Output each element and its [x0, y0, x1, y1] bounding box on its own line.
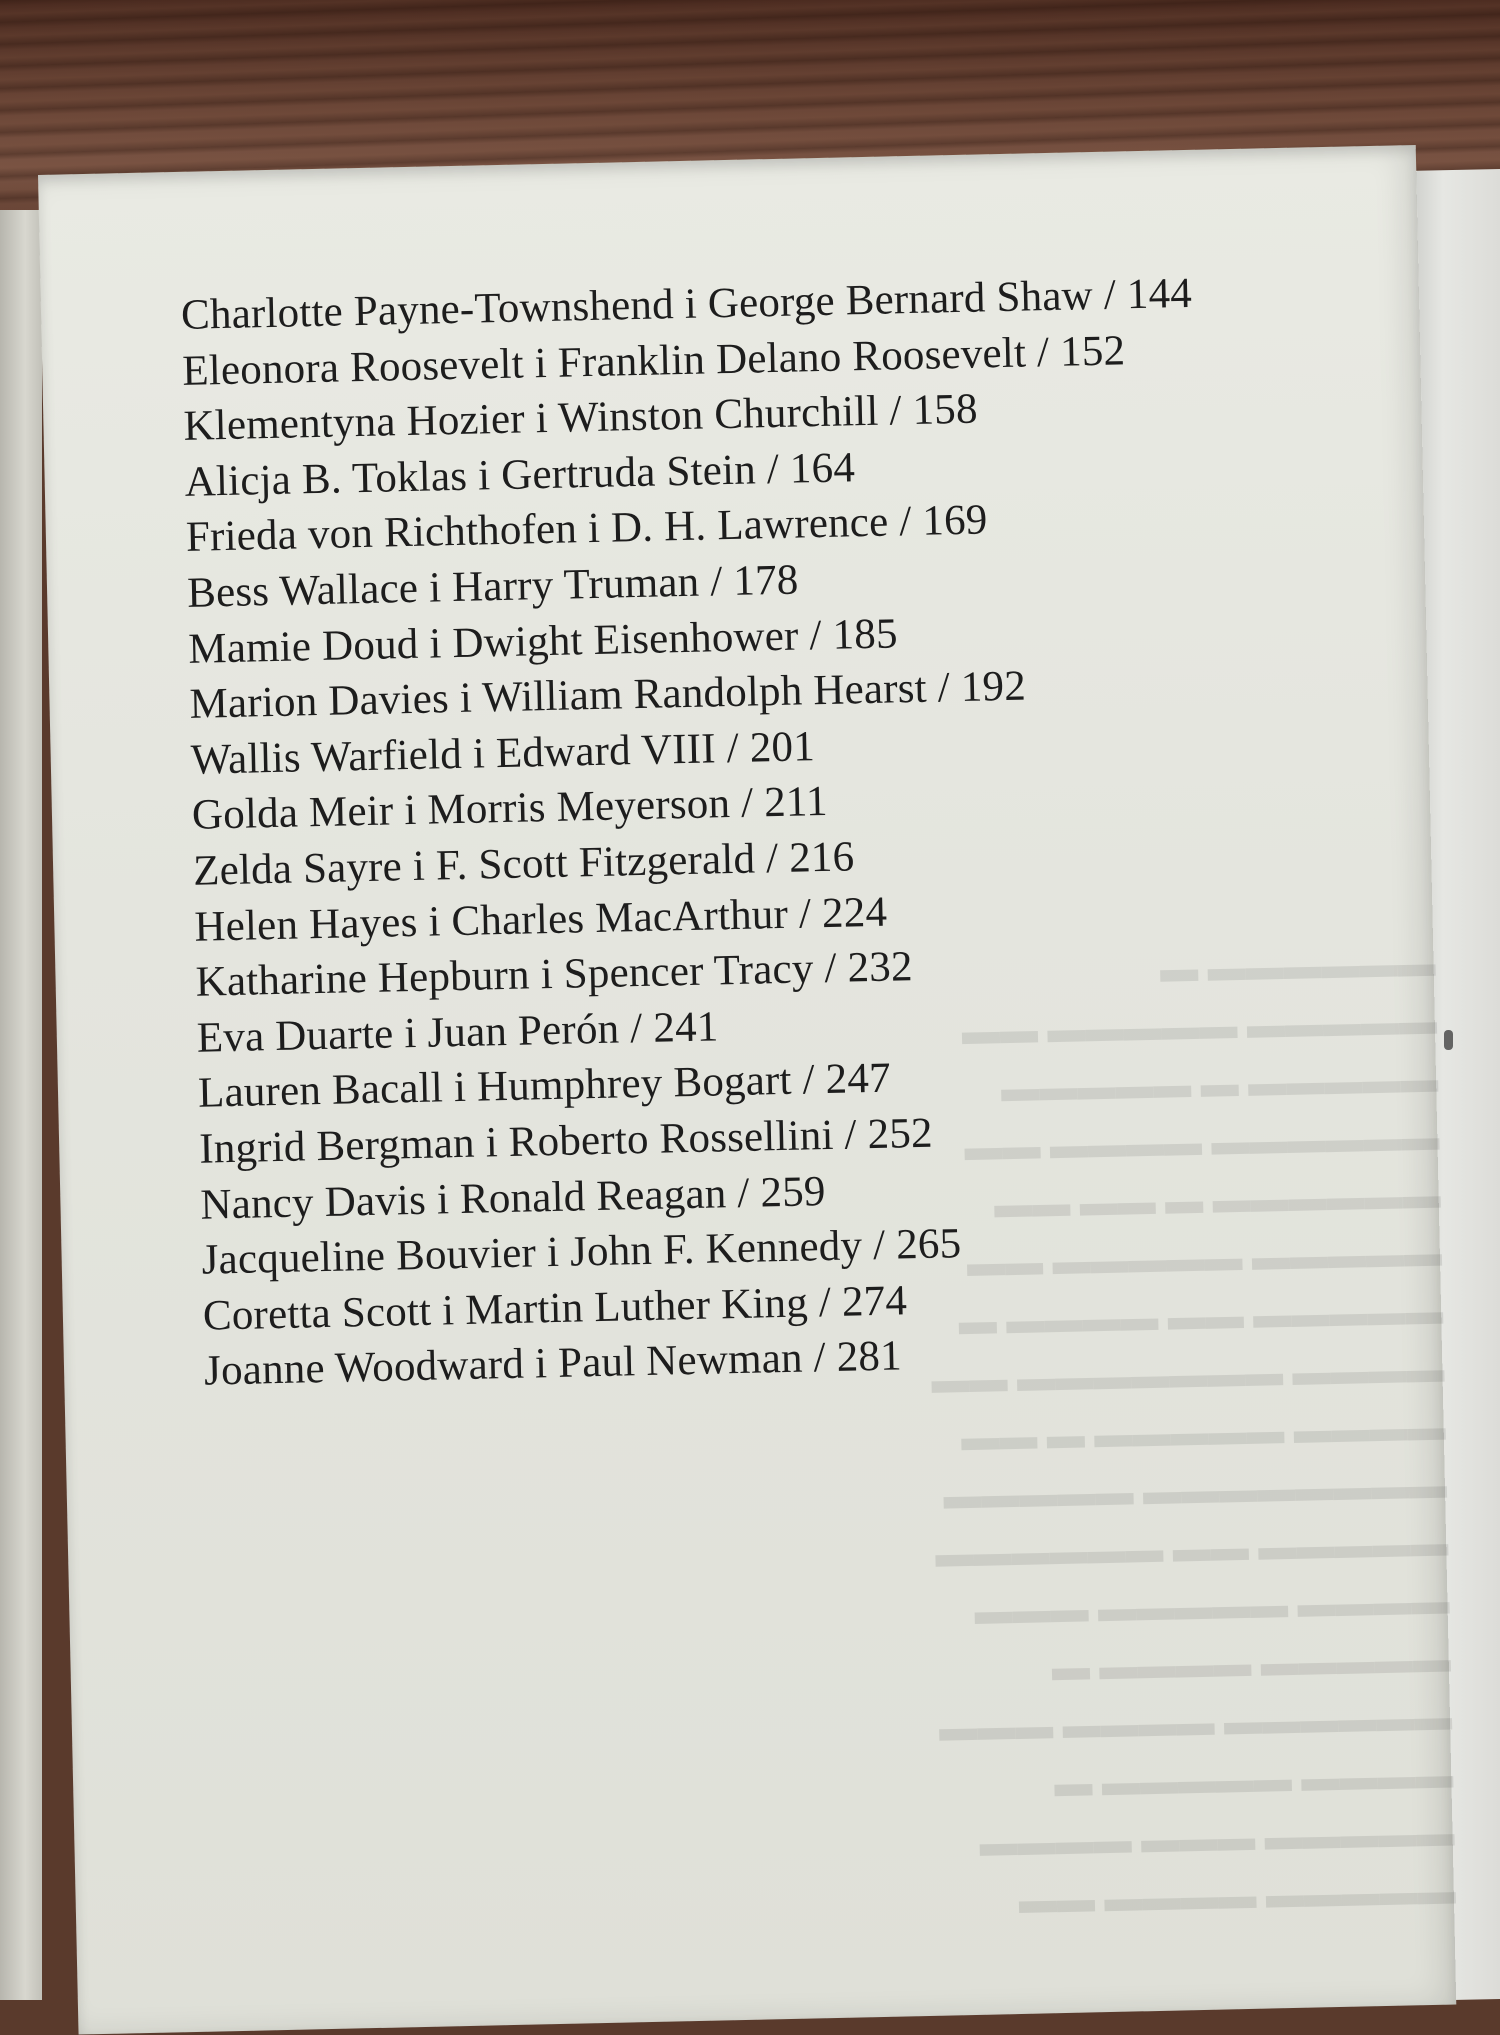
toc-entry: Zelda Sayre i F. Scott Fitzgerald / 216 [192, 833, 855, 895]
toc-entry: Alicja B. Toklas i Gertruda Stein / 164 [184, 444, 856, 506]
toc-entry: Golda Meir i Morris Meyerson / 211 [191, 778, 829, 840]
toc-entry: Eva Duarte i Juan Perón / 241 [196, 1003, 719, 1062]
book-page [38, 145, 1456, 2035]
toc-entry: Katharine Hepburn i Spencer Tracy / 232 [195, 943, 914, 1006]
toc-entry: Lauren Bacall i Humphrey Bogart / 247 [197, 1054, 892, 1118]
toc-entry: Bess Wallace i Harry Truman / 178 [186, 556, 799, 617]
show-through-text: ▬▬▬▬▬▬ ▬ ▬▬▬▬▬ ▬▬▬▬▬ ▬▬ ▬▬▬▬▬ ▬ ▬▬▬▬▬ ▬▬▬▬▬▬ ▬▬▬▬ ▬▬ ▬▬▬▬▬▬ ▬ ▬▬ ▬▬ ▬▬▬▬▬ ▬▬▬▬▬ ▬▬ ▬▬▬▬▬ ▬▬ ▬▬▬▬ ▬ ▬▬▬▬ ▬▬▬▬▬▬▬ ▬▬ ▬▬▬▬ ▬▬▬▬▬ ▬ ▬▬ ▬▬▬▬▬▬▬▬ ▬▬▬▬▬ ▬▬▬▬▬ ▬▬ ▬▬▬▬▬▬ ▬▬▬▬ ▬▬▬▬▬ ▬▬▬ ▬▬▬▬▬ ▬▬▬▬ ▬ ▬▬▬▬▬▬ ▬▬▬▬ ▬▬▬ ▬▬▬▬ ▬▬▬▬▬ ▬ ▬▬▬▬▬ ▬▬▬ ▬▬▬▬ ▬▬▬▬▬ ▬▬▬▬ ▬▬ [931, 942, 1457, 1923]
toc-entry: Klementyna Hozier i Winston Churchill / 158 [183, 385, 979, 451]
toc-entry: Charlotte Payne-Townshend i George Bernard Shaw / 144 [180, 269, 1193, 339]
toc-entry: Mamie Doud i Dwight Eisenhower / 185 [187, 609, 899, 673]
toc-entry: Ingrid Bergman i Roberto Rossellini / 252 [198, 1109, 934, 1173]
left-page-edge [0, 210, 42, 2000]
toc-entry: Helen Hayes i Charles MacArthur / 224 [193, 888, 888, 951]
toc-entry: Coretta Scott i Martin Luther King / 274 [202, 1277, 908, 1340]
toc-entry: Joanne Woodward i Paul Newman / 281 [203, 1332, 903, 1395]
toc-entry: Frieda von Richthofen i D. H. Lawrence / 169 [185, 496, 988, 562]
toc-entry: Marion Davies i William Randolph Hearst / 192 [189, 662, 1027, 728]
toc-entry: Eleonora Roosevelt i Franklin Delano Roosevelt / 152 [181, 326, 1126, 395]
toc-entry: Jacqueline Bouvier i John F. Kennedy / 265 [201, 1220, 962, 1284]
toc-entry: Wallis Warfield i Edward VIII / 201 [190, 722, 816, 784]
ink-speck [1444, 1030, 1453, 1050]
table-of-contents [180, 266, 1215, 1400]
toc-entry: Nancy Davis i Ronald Reagan / 259 [199, 1167, 827, 1229]
